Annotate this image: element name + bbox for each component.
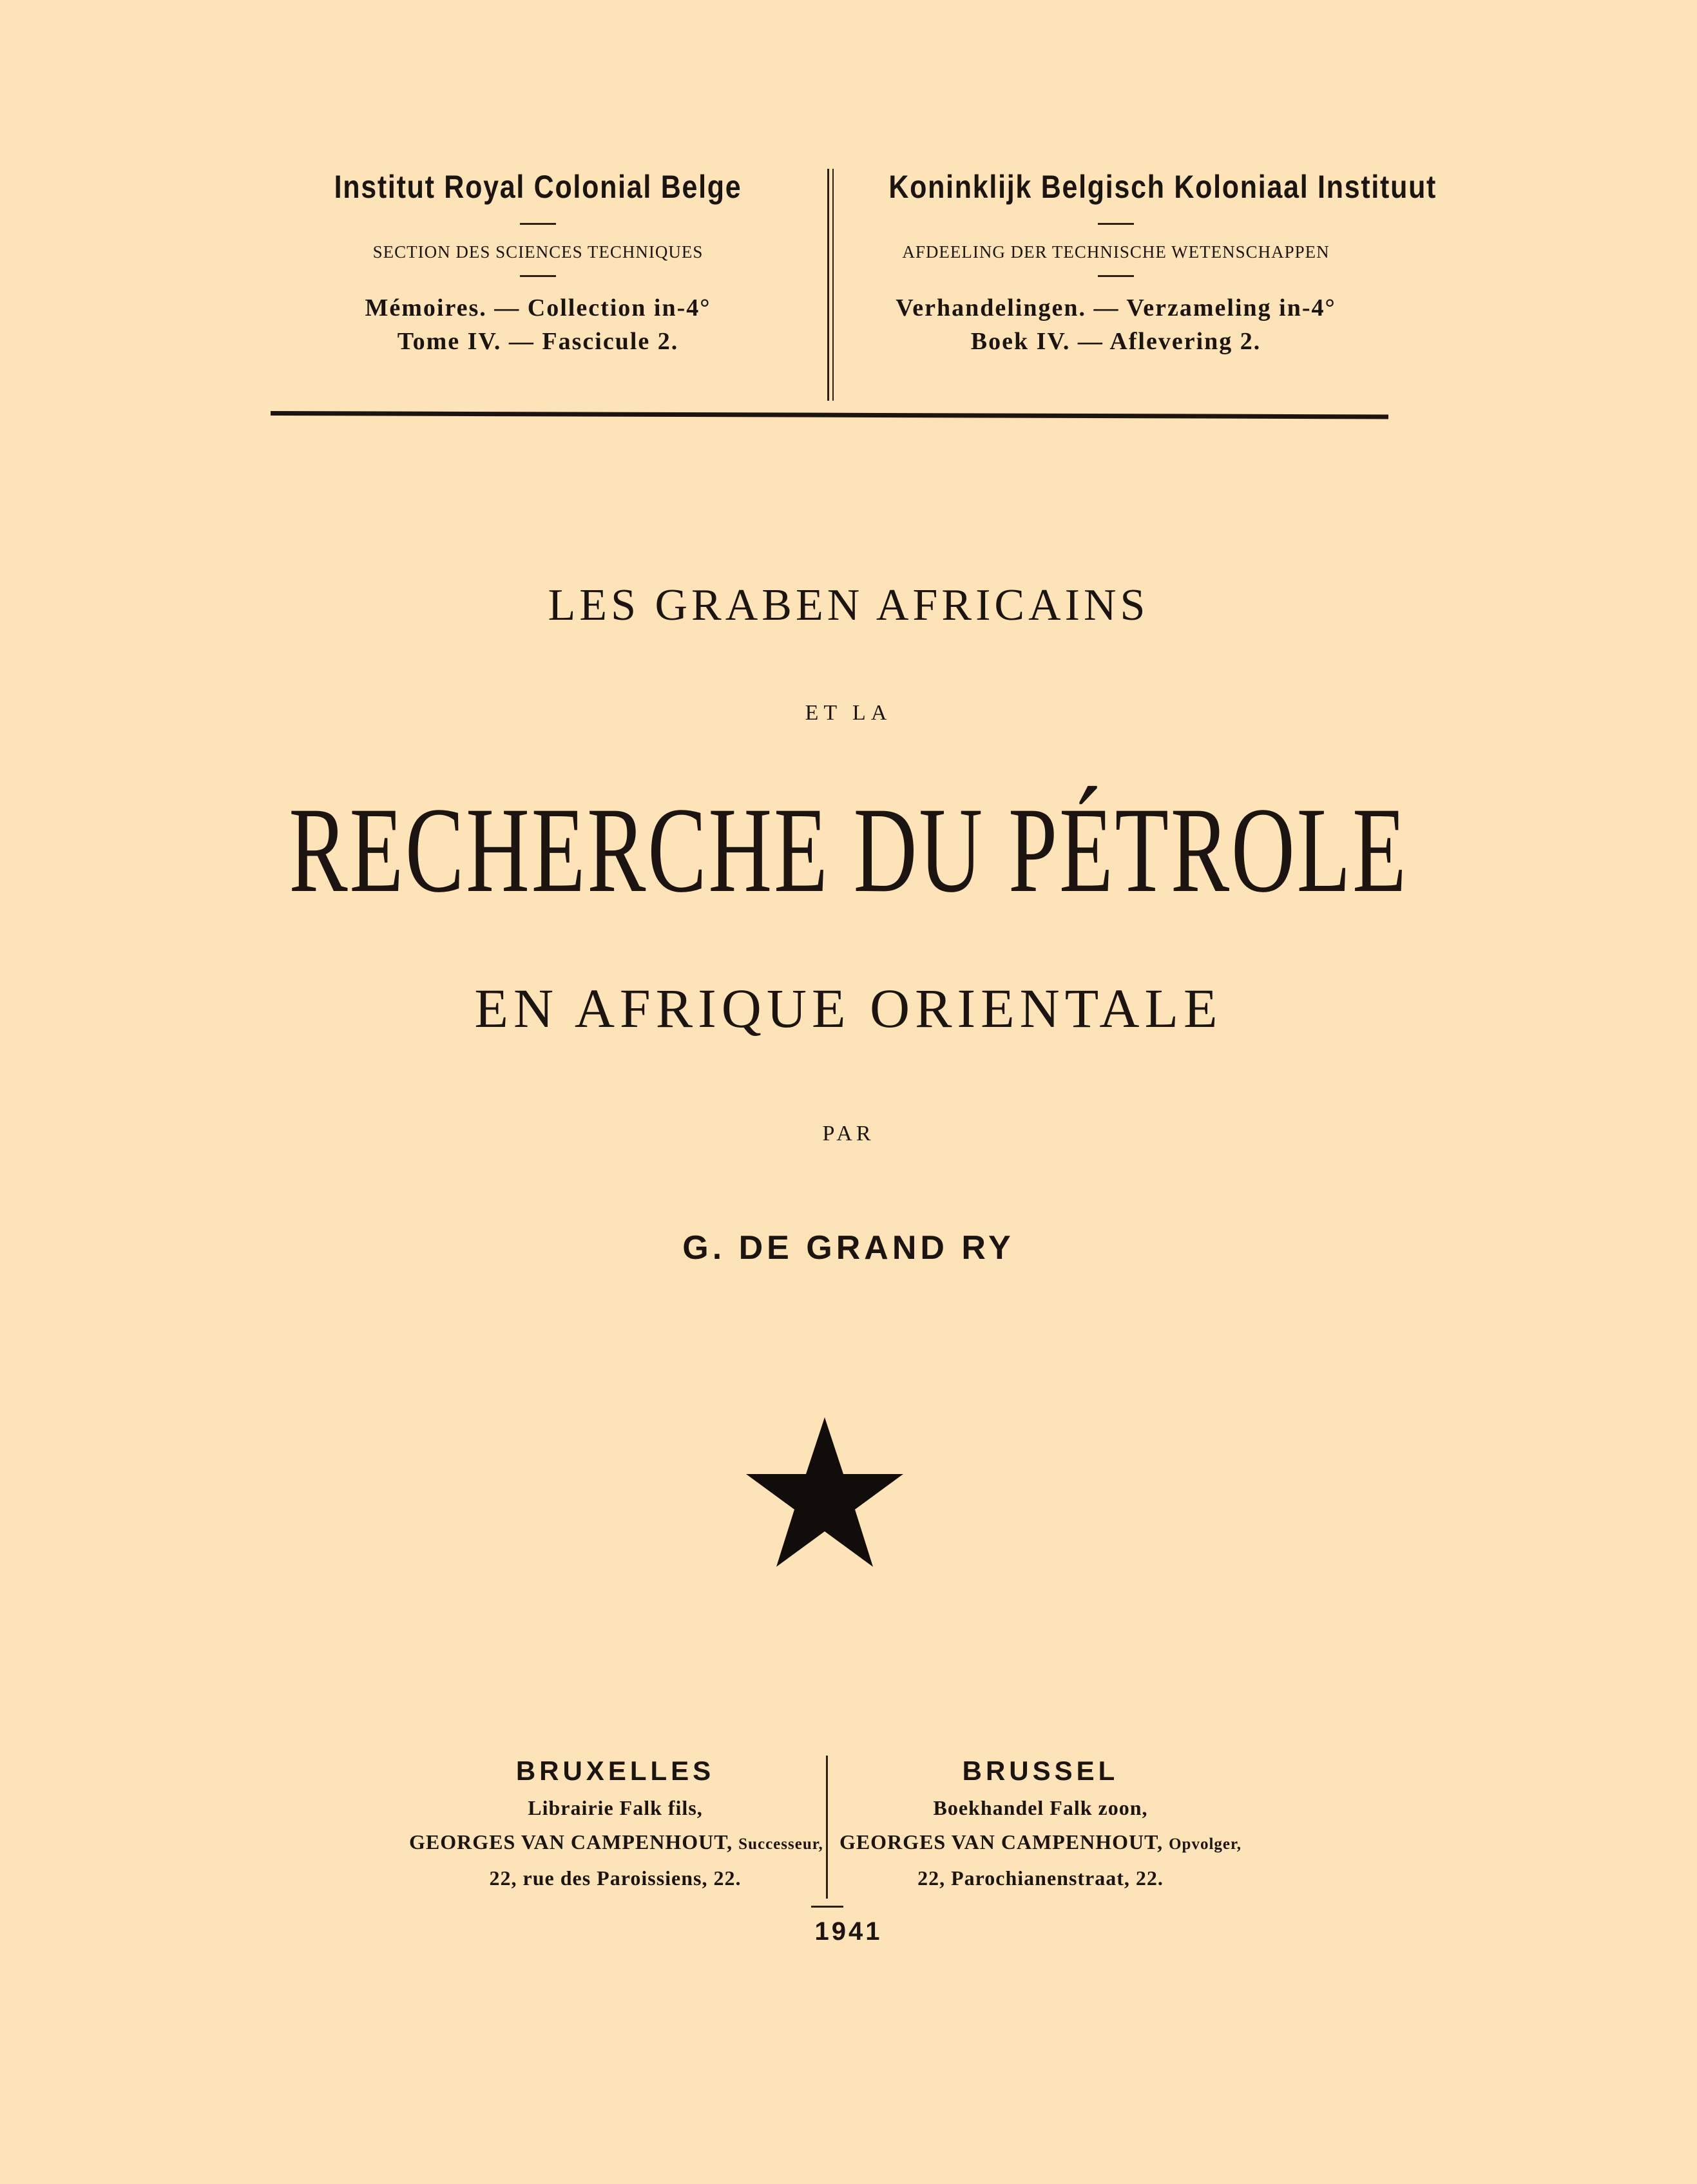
divider-dash	[1098, 223, 1134, 225]
series-line-2-fr: Tome IV. — Fascicule 2.	[397, 328, 679, 355]
publisher-vertical-rule	[826, 1756, 828, 1899]
series-line-1-fr: Mémoires. — Collection in-4°	[365, 294, 711, 321]
header-right-column	[852, 161, 1437, 358]
title-line-2: ET LA	[805, 701, 892, 725]
publication-year: 1941	[814, 1917, 883, 1946]
publisher-left-column	[409, 1751, 821, 1895]
publisher-shop-nl: Boekhandel Falk zoon,	[933, 1796, 1148, 1819]
publisher-owner-role: Opvolger,	[1169, 1835, 1242, 1853]
title-line-4: EN AFRIQUE ORIENTALE	[474, 977, 1223, 1039]
publisher-shop-fr: Librairie Falk fils,	[528, 1796, 703, 1819]
publisher-owner-name: GEORGES VAN CAMPENHOUT,	[409, 1830, 733, 1854]
header-horizontal-rule	[271, 411, 1388, 419]
section-name-fr: SECTION DES SCIENCES TECHNIQUES	[372, 242, 704, 262]
publisher-owner-nl	[834, 1825, 1247, 1861]
publisher-owner-name: GEORGES VAN CAMPENHOUT,	[839, 1830, 1164, 1854]
author-name: G. DE GRAND RY	[682, 1229, 1015, 1267]
header-vertical-rule	[832, 169, 834, 401]
header-left-column	[274, 161, 802, 358]
series-line-1-nl: Verhandelingen. — Verzameling in-4°	[896, 294, 1336, 321]
publisher-city-nl: BRUSSEL	[962, 1756, 1119, 1786]
header-vertical-rule	[827, 169, 829, 401]
divider-dash	[1098, 275, 1134, 277]
publisher-right-column	[834, 1751, 1247, 1895]
publisher-owner-role: Successeur,	[738, 1835, 823, 1853]
publisher-address-fr: 22, rue des Paroissiens, 22.	[489, 1866, 742, 1890]
publisher-address-nl: 22, Parochianenstraat, 22.	[917, 1866, 1164, 1890]
byline-par: PAR	[822, 1122, 875, 1145]
divider-dash	[520, 223, 556, 225]
institute-name-fr: Institut Royal Colonial Belge	[334, 169, 742, 205]
publisher-city-fr: BRUXELLES	[515, 1756, 715, 1786]
star-icon	[746, 1417, 903, 1567]
year-divider-dash	[811, 1906, 843, 1908]
publisher-owner-fr	[409, 1825, 821, 1861]
main-title: RECHERCHE DU PÉTROLE	[289, 783, 1408, 918]
institute-name-nl: Koninklijk Belgisch Koloniaal Instituut	[888, 169, 1437, 205]
series-line-2-nl: Boek IV. — Aflevering 2.	[970, 328, 1261, 355]
divider-dash	[520, 275, 556, 277]
title-line-1: LES GRABEN AFRICAINS	[548, 580, 1149, 630]
section-name-nl: AFDEELING DER TECHNISCHE WETENSCHAPPEN	[902, 242, 1330, 262]
